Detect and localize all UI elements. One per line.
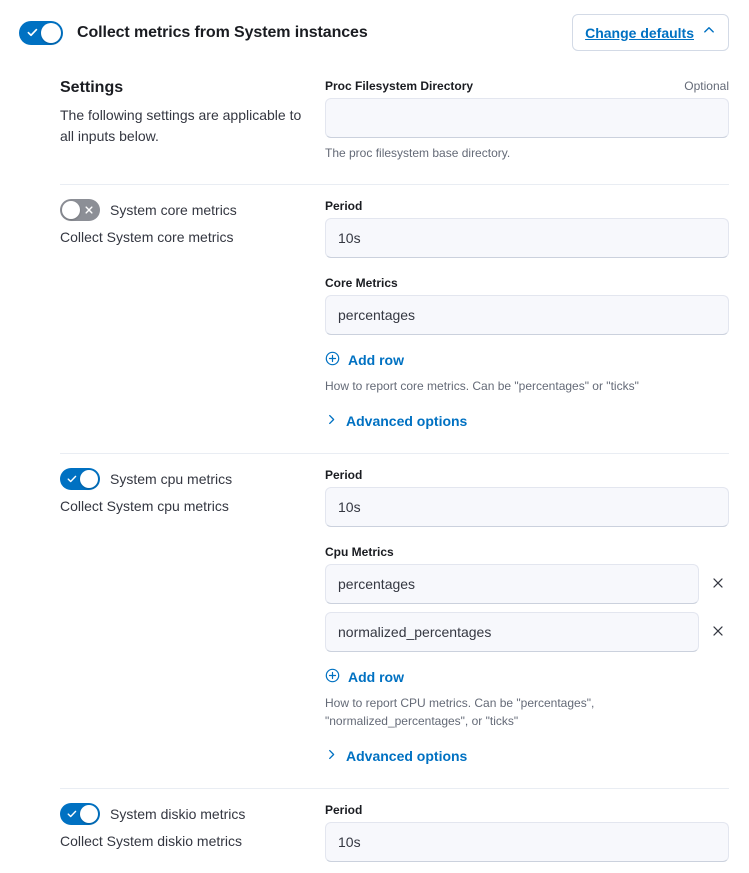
check-icon [21,21,43,45]
cpu-metrics-label: Cpu Metrics [325,545,394,559]
diskio-metrics-right [325,803,729,862]
cpu-period-label: Period [325,468,363,482]
core-metrics-label: Core Metrics [325,276,398,290]
core-period-field [325,199,729,258]
core-metrics-help: How to report core metrics. Can be "percentages" or "ticks" [325,379,639,393]
section-system-diskio-metrics [20,789,729,862]
settings-intro-left [20,79,325,147]
close-icon [711,624,725,641]
change-defaults-button[interactable] [572,14,729,51]
proc-filesystem-header [325,79,729,93]
cpu-metrics-left [20,468,325,514]
core-metrics-header [325,276,729,290]
chevron-up-icon [702,23,716,42]
chevron-right-icon [325,413,338,429]
chevron-right-icon [325,748,338,764]
diskio-metrics-left [20,803,325,849]
collect-metrics-toggle[interactable] [19,21,63,45]
spacer [325,527,729,545]
core-metrics-advanced-options[interactable] [325,413,467,429]
diskio-period-input[interactable] [325,822,729,862]
core-metrics-toggle-row [60,199,309,221]
remove-row-button-2[interactable] [707,621,729,643]
diskio-metrics-toggle-label: System diskio metrics [110,806,246,822]
cpu-metrics-help: How to report CPU metrics. Can be "percentages", "normalized_percentages", or "ticks" [325,696,595,728]
settings-description: The following settings are applicable to all inputs below. [60,107,302,144]
core-metrics-field [325,276,729,431]
diskio-period-field [325,803,729,862]
cpu-metrics-row [325,564,729,604]
toggle-knob [41,23,61,43]
core-metrics-row [325,295,729,335]
cpu-metrics-advanced-options[interactable] [325,748,467,764]
cpu-period-header [325,468,729,482]
plus-circle-icon [325,351,340,369]
core-metrics-input[interactable] [325,295,729,335]
cpu-metrics-header [325,545,729,559]
cpu-metrics-input-2[interactable] [325,612,699,652]
settings-intro-row [20,65,729,162]
cpu-metrics-toggle-desc: Collect System cpu metrics [60,498,229,514]
spacer [325,258,729,276]
cpu-metrics-row [325,612,729,652]
diskio-period-label: Period [325,803,363,817]
core-metrics-add-row-button[interactable] [325,351,404,369]
proc-filesystem-label: Proc Filesystem Directory [325,79,474,93]
core-metrics-add-row-label: Add row [348,352,404,368]
diskio-metrics-toggle-row [60,803,309,825]
settings-intro-right [325,79,729,162]
toggle-knob [80,470,98,488]
diskio-period-header [325,803,729,817]
core-period-label: Period [325,199,363,213]
cpu-metrics-input-1[interactable] [325,564,699,604]
cpu-metrics-add-row-button[interactable] [325,668,404,686]
core-metrics-right [325,199,729,431]
toggle-knob [80,805,98,823]
page-title: Collect metrics from System instances [77,23,368,41]
page-header [0,0,749,65]
section-system-core-metrics [20,185,729,431]
system-diskio-metrics-toggle[interactable] [60,803,100,825]
close-icon [711,576,725,593]
diskio-metrics-toggle-desc: Collect System diskio metrics [60,833,243,849]
check-icon [62,803,82,825]
proc-filesystem-help: The proc filesystem base directory. [325,146,511,160]
core-metrics-left [20,199,325,245]
core-metrics-toggle-label: System core metrics [110,202,237,218]
cpu-metrics-field [325,545,729,766]
cpu-metrics-toggle-label: System cpu metrics [110,471,233,487]
cpu-period-field [325,468,729,527]
cpu-metrics-advanced-label: Advanced options [346,748,468,764]
settings-heading: Settings [60,79,124,96]
plus-circle-icon [325,668,340,686]
remove-row-button-1[interactable] [707,573,729,595]
system-cpu-metrics-toggle[interactable] [60,468,100,490]
section-system-cpu-metrics [20,454,729,766]
check-icon [62,468,82,490]
cross-icon [79,199,99,221]
proc-filesystem-optional: Optional [684,79,729,93]
cpu-metrics-right [325,468,729,766]
toggle-knob [62,201,80,219]
proc-filesystem-input[interactable] [325,98,729,138]
change-defaults-label: Change defaults [585,24,694,41]
core-metrics-toggle-desc: Collect System core metrics [60,229,234,245]
settings-body [0,65,749,862]
cpu-metrics-add-row-label: Add row [348,669,404,685]
core-period-header [325,199,729,213]
cpu-period-input[interactable] [325,487,729,527]
proc-filesystem-field [325,79,729,162]
core-period-input[interactable] [325,218,729,258]
system-core-metrics-toggle[interactable] [60,199,100,221]
cpu-metrics-toggle-row [60,468,309,490]
core-metrics-advanced-label: Advanced options [346,413,468,429]
